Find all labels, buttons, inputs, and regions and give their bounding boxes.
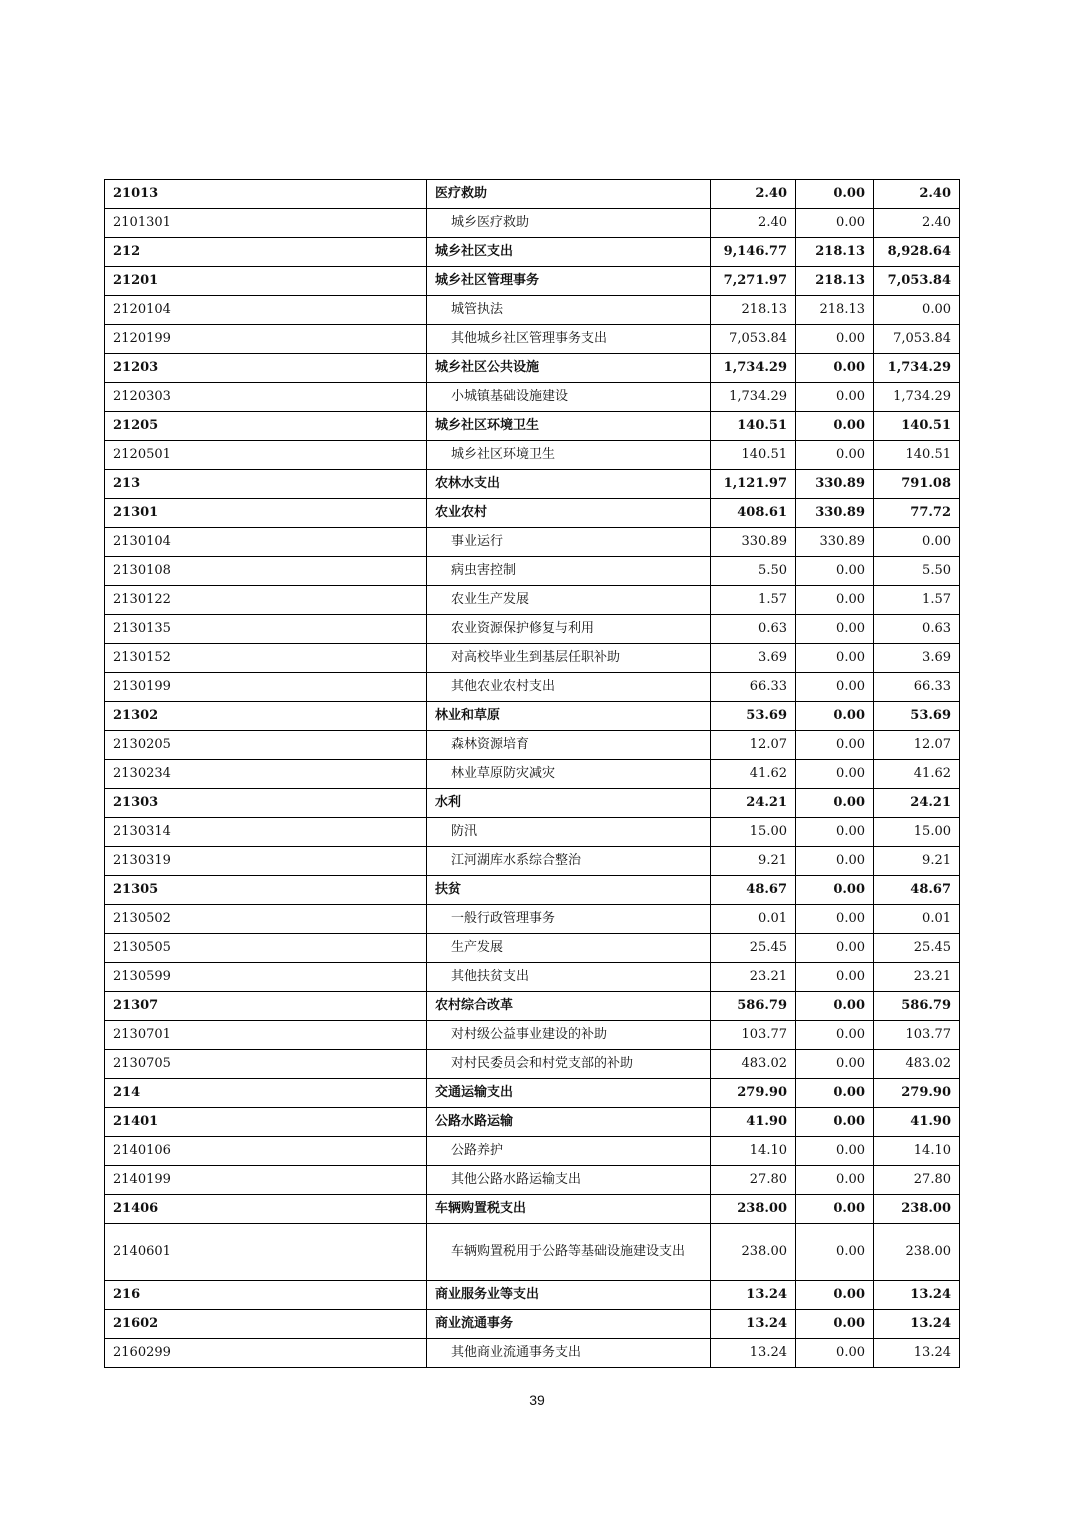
name-cell: 城乡社区环境卫生 (427, 412, 711, 441)
total-cell: 1,734.29 (711, 383, 796, 412)
project-cell: 48.67 (874, 876, 960, 905)
table-row (105, 499, 960, 528)
basic-cell: 0.00 (796, 876, 874, 905)
project-cell: 483.02 (874, 1050, 960, 1079)
total-cell: 1,121.97 (711, 470, 796, 499)
code-cell: 214 (105, 1079, 427, 1108)
basic-cell: 0.00 (796, 992, 874, 1021)
total-cell: 1.57 (711, 586, 796, 615)
table-row (105, 383, 960, 412)
project-cell: 12.07 (874, 731, 960, 760)
total-cell: 53.69 (711, 702, 796, 731)
total-cell: 27.80 (711, 1166, 796, 1195)
project-cell: 13.24 (874, 1310, 960, 1339)
table-row (105, 1079, 960, 1108)
basic-cell: 0.00 (796, 557, 874, 586)
code-cell: 2140199 (105, 1166, 427, 1195)
table-row (105, 615, 960, 644)
code-cell: 2130135 (105, 615, 427, 644)
code-cell: 2130502 (105, 905, 427, 934)
total-cell: 483.02 (711, 1050, 796, 1079)
name-cell: 病虫害控制 (427, 557, 711, 586)
code-cell: 2130152 (105, 644, 427, 673)
table-row (105, 905, 960, 934)
code-cell: 21203 (105, 354, 427, 383)
total-cell: 13.24 (711, 1281, 796, 1310)
name-cell: 农业农村 (427, 499, 711, 528)
basic-cell: 0.00 (796, 905, 874, 934)
total-cell: 218.13 (711, 296, 796, 325)
basic-cell: 0.00 (796, 673, 874, 702)
name-cell: 对村民委员会和村党支部的补助 (427, 1050, 711, 1079)
table-row (105, 1281, 960, 1310)
code-cell: 2130314 (105, 818, 427, 847)
basic-cell: 0.00 (796, 1224, 874, 1281)
basic-cell: 0.00 (796, 818, 874, 847)
project-cell: 9.21 (874, 847, 960, 876)
basic-cell: 0.00 (796, 1108, 874, 1137)
project-cell: 15.00 (874, 818, 960, 847)
basic-cell: 0.00 (796, 180, 874, 209)
project-cell: 0.01 (874, 905, 960, 934)
basic-cell: 0.00 (796, 760, 874, 789)
table-row (105, 528, 960, 557)
basic-cell: 330.89 (796, 528, 874, 557)
total-cell: 13.24 (711, 1339, 796, 1368)
basic-cell: 0.00 (796, 1050, 874, 1079)
total-cell: 586.79 (711, 992, 796, 1021)
basic-cell: 0.00 (796, 847, 874, 876)
basic-cell: 0.00 (796, 789, 874, 818)
table-row (105, 1108, 960, 1137)
table-row (105, 1195, 960, 1224)
basic-cell: 0.00 (796, 1021, 874, 1050)
project-cell: 41.62 (874, 760, 960, 789)
name-cell: 城管执法 (427, 296, 711, 325)
total-cell: 279.90 (711, 1079, 796, 1108)
total-cell: 1,734.29 (711, 354, 796, 383)
code-cell: 2130205 (105, 731, 427, 760)
name-cell: 扶贫 (427, 876, 711, 905)
basic-cell: 0.00 (796, 325, 874, 354)
page-number: 39 (529, 1392, 545, 1408)
code-cell: 2130199 (105, 673, 427, 702)
code-cell: 21307 (105, 992, 427, 1021)
project-cell: 24.21 (874, 789, 960, 818)
table-body (105, 180, 960, 1368)
project-cell: 0.00 (874, 528, 960, 557)
name-cell: 生产发展 (427, 934, 711, 963)
project-cell: 77.72 (874, 499, 960, 528)
project-cell: 140.51 (874, 412, 960, 441)
total-cell: 2.40 (711, 180, 796, 209)
name-cell: 对村级公益事业建设的补助 (427, 1021, 711, 1050)
name-cell: 城乡医疗救助 (427, 209, 711, 238)
total-cell: 9.21 (711, 847, 796, 876)
code-cell: 21302 (105, 702, 427, 731)
total-cell: 0.01 (711, 905, 796, 934)
name-cell: 城乡社区管理事务 (427, 267, 711, 296)
project-cell: 5.50 (874, 557, 960, 586)
total-cell: 9,146.77 (711, 238, 796, 267)
project-cell: 238.00 (874, 1195, 960, 1224)
total-cell: 12.07 (711, 731, 796, 760)
code-cell: 2160299 (105, 1339, 427, 1368)
total-cell: 13.24 (711, 1310, 796, 1339)
code-cell: 2140106 (105, 1137, 427, 1166)
table-row (105, 1224, 960, 1281)
total-cell: 48.67 (711, 876, 796, 905)
project-cell: 7,053.84 (874, 325, 960, 354)
project-cell: 27.80 (874, 1166, 960, 1195)
basic-cell: 0.00 (796, 412, 874, 441)
table-row (105, 557, 960, 586)
project-cell: 0.63 (874, 615, 960, 644)
total-cell: 24.21 (711, 789, 796, 818)
name-cell: 农林水支出 (427, 470, 711, 499)
table-row (105, 760, 960, 789)
name-cell: 森林资源培育 (427, 731, 711, 760)
total-cell: 23.21 (711, 963, 796, 992)
table-row (105, 876, 960, 905)
code-cell: 2130599 (105, 963, 427, 992)
basic-cell: 0.00 (796, 1195, 874, 1224)
code-cell: 2130234 (105, 760, 427, 789)
name-cell: 城乡社区环境卫生 (427, 441, 711, 470)
table-row (105, 412, 960, 441)
code-cell: 2130108 (105, 557, 427, 586)
name-cell: 林业和草原 (427, 702, 711, 731)
table-row (105, 1166, 960, 1195)
table-row (105, 847, 960, 876)
total-cell: 0.63 (711, 615, 796, 644)
table-row (105, 818, 960, 847)
project-cell: 279.90 (874, 1079, 960, 1108)
project-cell: 3.69 (874, 644, 960, 673)
name-cell: 其他扶贫支出 (427, 963, 711, 992)
name-cell: 农业资源保护修复与利用 (427, 615, 711, 644)
name-cell: 一般行政管理事务 (427, 905, 711, 934)
basic-cell: 0.00 (796, 1079, 874, 1108)
basic-cell: 0.00 (796, 615, 874, 644)
basic-cell: 330.89 (796, 470, 874, 499)
total-cell: 103.77 (711, 1021, 796, 1050)
table-row (105, 296, 960, 325)
basic-cell: 0.00 (796, 1166, 874, 1195)
basic-cell: 0.00 (796, 1339, 874, 1368)
code-cell: 2130104 (105, 528, 427, 557)
project-cell: 1,734.29 (874, 354, 960, 383)
basic-cell: 0.00 (796, 934, 874, 963)
code-cell: 2120303 (105, 383, 427, 412)
name-cell: 防汛 (427, 818, 711, 847)
name-cell: 江河湖库水系综合整治 (427, 847, 711, 876)
name-cell: 其他公路水路运输支出 (427, 1166, 711, 1195)
table-row (105, 441, 960, 470)
name-cell: 车辆购置税支出 (427, 1195, 711, 1224)
basic-cell: 0.00 (796, 441, 874, 470)
project-cell: 2.40 (874, 180, 960, 209)
table-row (105, 934, 960, 963)
total-cell: 7,271.97 (711, 267, 796, 296)
basic-cell: 0.00 (796, 644, 874, 673)
table-row (105, 644, 960, 673)
name-cell: 其他商业流通事务支出 (427, 1339, 711, 1368)
code-cell: 2120199 (105, 325, 427, 354)
table-row (105, 325, 960, 354)
project-cell: 791.08 (874, 470, 960, 499)
name-cell: 水利 (427, 789, 711, 818)
project-cell: 103.77 (874, 1021, 960, 1050)
code-cell: 213 (105, 470, 427, 499)
budget-table (104, 179, 960, 1368)
project-cell: 238.00 (874, 1224, 960, 1281)
total-cell: 408.61 (711, 499, 796, 528)
code-cell: 2130319 (105, 847, 427, 876)
basic-cell: 0.00 (796, 586, 874, 615)
table-row (105, 992, 960, 1021)
table-row (105, 789, 960, 818)
total-cell: 238.00 (711, 1224, 796, 1281)
basic-cell: 0.00 (796, 702, 874, 731)
table-row (105, 1339, 960, 1368)
name-cell: 农村综合改革 (427, 992, 711, 1021)
code-cell: 2130705 (105, 1050, 427, 1079)
project-cell: 13.24 (874, 1281, 960, 1310)
code-cell: 21406 (105, 1195, 427, 1224)
name-cell: 对高校毕业生到基层任职补助 (427, 644, 711, 673)
table-row (105, 1137, 960, 1166)
code-cell: 21205 (105, 412, 427, 441)
basic-cell: 218.13 (796, 238, 874, 267)
code-cell: 21303 (105, 789, 427, 818)
project-cell: 13.24 (874, 1339, 960, 1368)
project-cell: 1.57 (874, 586, 960, 615)
code-cell: 2130505 (105, 934, 427, 963)
code-cell: 2120104 (105, 296, 427, 325)
total-cell: 5.50 (711, 557, 796, 586)
basic-cell: 330.89 (796, 499, 874, 528)
name-cell: 城乡社区公共设施 (427, 354, 711, 383)
table-row (105, 209, 960, 238)
total-cell: 140.51 (711, 441, 796, 470)
basic-cell: 0.00 (796, 209, 874, 238)
name-cell: 公路水路运输 (427, 1108, 711, 1137)
basic-cell: 0.00 (796, 1310, 874, 1339)
code-cell: 21301 (105, 499, 427, 528)
basic-cell: 0.00 (796, 731, 874, 760)
project-cell: 0.00 (874, 296, 960, 325)
code-cell: 216 (105, 1281, 427, 1310)
code-cell: 21602 (105, 1310, 427, 1339)
total-cell: 41.90 (711, 1108, 796, 1137)
project-cell: 8,928.64 (874, 238, 960, 267)
name-cell: 交通运输支出 (427, 1079, 711, 1108)
code-cell: 21305 (105, 876, 427, 905)
basic-cell: 0.00 (796, 354, 874, 383)
name-cell: 城乡社区支出 (427, 238, 711, 267)
table-row (105, 238, 960, 267)
total-cell: 25.45 (711, 934, 796, 963)
table-row (105, 1310, 960, 1339)
project-cell: 14.10 (874, 1137, 960, 1166)
table-row (105, 673, 960, 702)
table-row (105, 354, 960, 383)
code-cell: 21201 (105, 267, 427, 296)
basic-cell: 0.00 (796, 963, 874, 992)
total-cell: 3.69 (711, 644, 796, 673)
table-row (105, 180, 960, 209)
table-row (105, 702, 960, 731)
total-cell: 41.62 (711, 760, 796, 789)
total-cell: 7,053.84 (711, 325, 796, 354)
basic-cell: 0.00 (796, 1281, 874, 1310)
total-cell: 15.00 (711, 818, 796, 847)
name-cell: 小城镇基础设施建设 (427, 383, 711, 412)
project-cell: 41.90 (874, 1108, 960, 1137)
code-cell: 21013 (105, 180, 427, 209)
table-row (105, 1021, 960, 1050)
name-cell: 商业流通事务 (427, 1310, 711, 1339)
code-cell: 2101301 (105, 209, 427, 238)
basic-cell: 0.00 (796, 383, 874, 412)
project-cell: 7,053.84 (874, 267, 960, 296)
total-cell: 14.10 (711, 1137, 796, 1166)
project-cell: 23.21 (874, 963, 960, 992)
table-row (105, 267, 960, 296)
code-cell: 2120501 (105, 441, 427, 470)
name-cell: 农业生产发展 (427, 586, 711, 615)
basic-cell: 218.13 (796, 296, 874, 325)
basic-cell: 0.00 (796, 1137, 874, 1166)
table-row (105, 731, 960, 760)
project-cell: 140.51 (874, 441, 960, 470)
name-cell: 事业运行 (427, 528, 711, 557)
name-cell: 公路养护 (427, 1137, 711, 1166)
code-cell: 2130701 (105, 1021, 427, 1050)
total-cell: 2.40 (711, 209, 796, 238)
name-cell: 医疗救助 (427, 180, 711, 209)
table-row (105, 586, 960, 615)
project-cell: 25.45 (874, 934, 960, 963)
name-cell: 商业服务业等支出 (427, 1281, 711, 1310)
code-cell: 21401 (105, 1108, 427, 1137)
total-cell: 238.00 (711, 1195, 796, 1224)
code-cell: 2130122 (105, 586, 427, 615)
project-cell: 53.69 (874, 702, 960, 731)
total-cell: 330.89 (711, 528, 796, 557)
basic-cell: 218.13 (796, 267, 874, 296)
project-cell: 2.40 (874, 209, 960, 238)
name-cell: 车辆购置税用于公路等基础设施建设支出 (427, 1224, 711, 1281)
total-cell: 66.33 (711, 673, 796, 702)
table-row (105, 470, 960, 499)
name-cell: 其他城乡社区管理事务支出 (427, 325, 711, 354)
project-cell: 1,734.29 (874, 383, 960, 412)
project-cell: 586.79 (874, 992, 960, 1021)
code-cell: 2140601 (105, 1224, 427, 1281)
code-cell: 212 (105, 238, 427, 267)
project-cell: 66.33 (874, 673, 960, 702)
total-cell: 140.51 (711, 412, 796, 441)
table-row (105, 1050, 960, 1079)
name-cell: 其他农业农村支出 (427, 673, 711, 702)
table-row (105, 963, 960, 992)
name-cell: 林业草原防灾减灾 (427, 760, 711, 789)
